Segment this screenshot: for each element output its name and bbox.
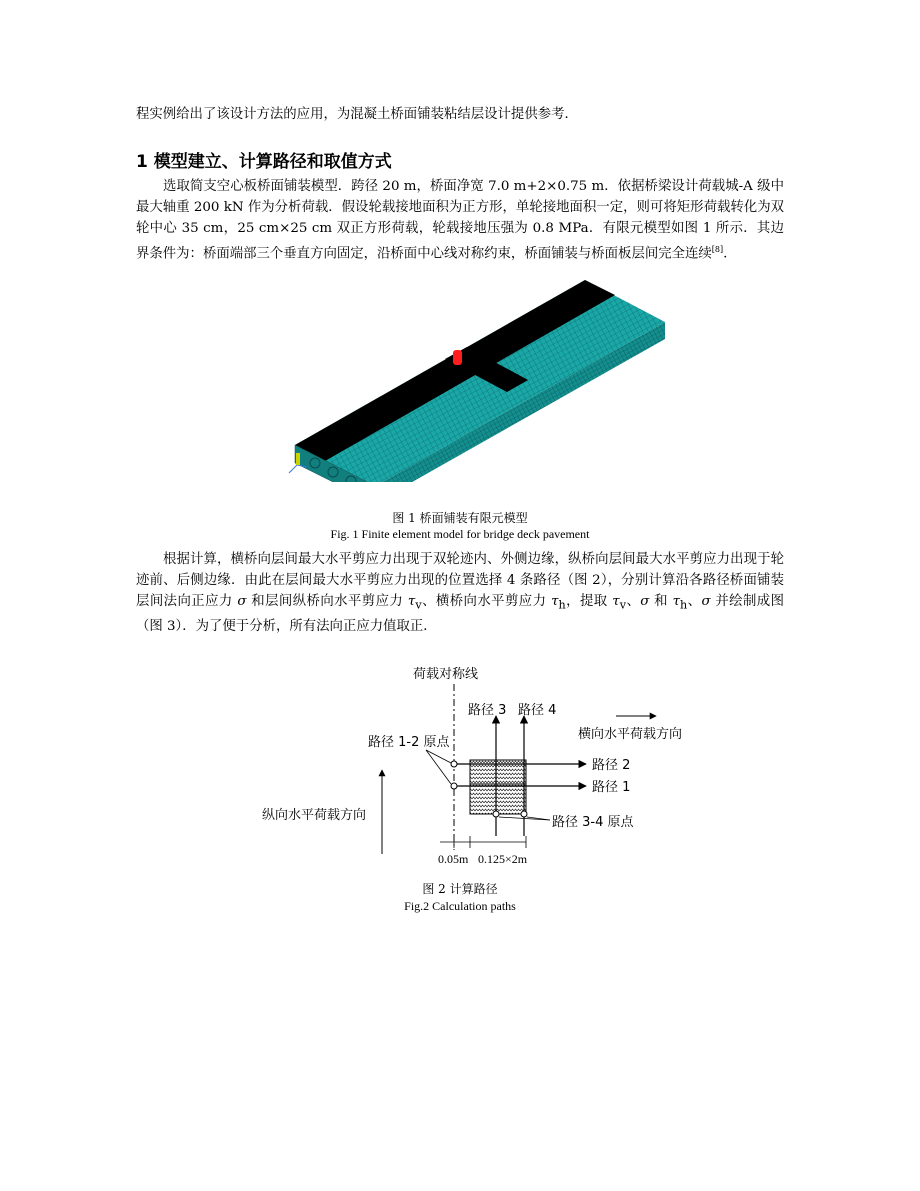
p2-text-1: 根据计算，横桥向层间最大水平剪应力出现于双轮迹内、外侧边缘，纵桥向层间最大水平剪应力出现于轮迹前、后侧边缘．由此在层间最大水平剪应力出现的位置选择 4 条路径（图 2），分别计算沿各路径桥面铺装层间法向正应力 [136,552,784,609]
label-symmetry-line: 荷载对称线 [413,667,479,682]
p2-text-6: 和 [649,594,673,609]
p2-text-3: 、横桥向水平剪应力 [421,594,552,609]
tau-symbol: τ [672,594,681,609]
p2-text-4: ，提取 [565,594,613,609]
sigma-symbol: σ [701,594,711,609]
label-longitudinal-load: 纵向水平荷载方向 [262,808,367,823]
figure-2-caption-cn: 图 2 计算路径 [422,882,498,896]
path-1-origin [451,783,457,789]
sigma-symbol: σ [237,594,247,609]
label-path-4: 路径 4 [518,703,557,718]
intro-line: 程实例给出了该设计方法的应用，为混凝土桥面铺装粘结层设计提供参考． [136,107,578,122]
reference-mark: [8] [711,245,724,254]
sub-v: v [415,598,422,612]
sub-h: h [558,598,566,612]
section-heading: 1 模型建立、计算路径和取值方式 [136,152,392,172]
sub-h: h [680,598,688,612]
label-path-3-4-origin: 路径 3-4 原点 [552,815,634,830]
p2-text-5: 、 [626,594,641,609]
label-path-1: 路径 1 [592,780,631,795]
load-square-lower [470,784,526,814]
path-2-origin [451,761,457,767]
paragraph-1-text: 选取简支空心板桥面铺装模型．跨径 20 m，桥面净宽 7.0 m+2×0.75 m．依据桥梁设计荷载城-A 级中最大轴重 200 kN 作为分析荷载．假设轮载接地面积为正方形，单轮接地面积一定，则可将矩形荷载转化为双轮中心 35 cm，25 cm×25 cm 双正方形荷载，轮载接地压强为 0.8 MPa．有限元模型如图 1 所示．其边界条件为：桥面端部三个垂直方向固定，沿桥面中心线对称约束，桥面铺装与桥面板层间完全连续 [136,179,784,262]
paragraph-2 [136,549,784,637]
p2-text-8: 并绘制成图（图 3）．为了便于分析，所有法向正应力值取正． [136,594,784,634]
deck-top-surface [295,280,665,482]
path-3-origin [493,811,499,817]
paragraph-1 [136,176,784,264]
sub-v: v [619,598,627,612]
dimension-left: 0.05m [438,852,469,866]
calculation-paths-diagram [250,660,710,880]
tau-symbol: τ [551,594,559,609]
p2-text-7: 、 [687,594,702,609]
figure-1-caption-en: Fig. 1 Finite element model for bridge deck pavement [330,527,590,541]
label-transverse-load: 横向水平荷载方向 [578,727,683,742]
figure-2-caption-en: Fig.2 Calculation paths [404,899,516,913]
finite-element-model-figure [285,277,670,482]
tau-symbol: τ [612,594,620,609]
figure-1-caption-cn: 图 1 桥面铺装有限元模型 [392,511,528,525]
load-marker [453,350,462,365]
sigma-symbol: σ [640,594,650,609]
path-4-origin [521,811,527,817]
tau-symbol: τ [407,594,416,609]
p2-text-2: 和层间纵桥向水平剪应力 [246,594,408,609]
label-path-2: 路径 2 [592,758,631,773]
dimension-right: 0.125×2m [478,852,528,866]
label-path-1-2-origin: 路径 1-2 原点 [368,735,450,750]
paragraph-1-end: . [723,246,728,262]
label-path-3: 路径 3 [468,703,507,718]
